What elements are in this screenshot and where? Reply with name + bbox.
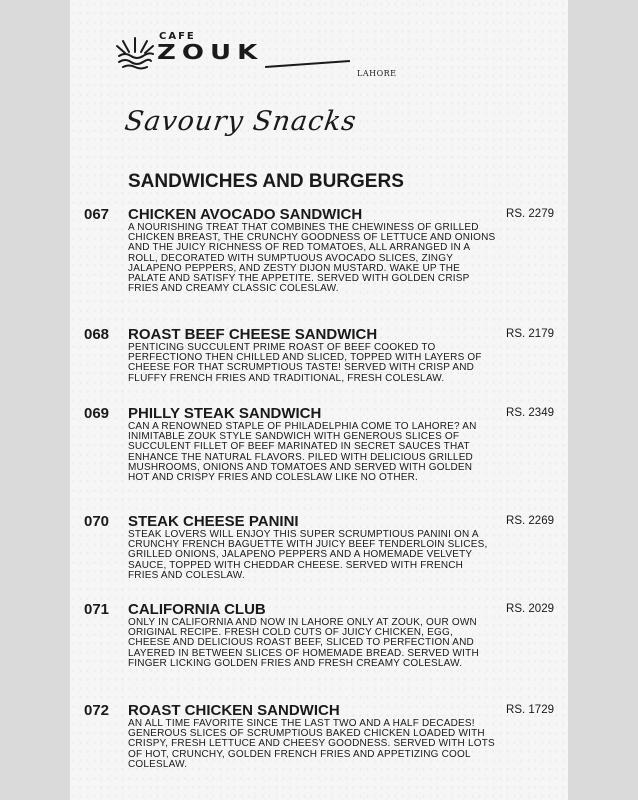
item-description: STEAK LOVERS WILL ENJOY THIS SUPER SCRUMPTIOUS PANINI ON A CRUNCHY FRENCH BAGUETTE WITH JUICY BEEF TENDERLOIN SLICES, GRILLED ONIONS, JALAPENO PEPPERS AND A HOMEMADE VELVETY SAUCE, TOPPED WITH CHEDDAR CHEESE. SERVED WITH FRENCH FRIES AND COLESLAW.	[128, 529, 488, 581]
cafe-logo	[115, 28, 397, 83]
item-number: 069	[84, 405, 110, 422]
item-description: ONLY IN CALIFORNIA AND NOW IN LAHORE ONLY AT ZOUK, OUR OWN ORIGINAL RECIPE. FRESH COLD CUTS OF JUICY CHICKEN, EGG, CHEESE AND DELICIOUS ROAST BEEF, SLICED TO PERFECTION AND LAYERED IN BETWEEN SLICES OF HOMEMADE BREAD. SERVED WITH FINGER LICKING GOLDEN FRIES AND FRESH CREAMY COLESLAW.	[128, 617, 479, 669]
brand-top: CAFE	[159, 31, 196, 42]
item-price: RS. 2179	[506, 328, 554, 340]
item-name: PHILLY STEAK SANDWICH	[128, 405, 322, 422]
item-description: PENTICING SUCCULENT PRIME ROAST OF BEEF COOKED TO PERFECTIONO THEN CHILLED AND SLICED, TOPPED WITH LAYERS OF CHEESE FOR THAT SCRUMPTIOUS TASTE! SERVED WITH CRISP AND FLUFFY FRENCH FRIES AND TRADITIONAL, FRESH COLESLAW.	[128, 342, 482, 384]
item-number: 071	[84, 601, 110, 618]
item-number: 072	[84, 702, 110, 719]
brand-underline	[265, 60, 350, 68]
menu-title: Savoury Snacks	[122, 106, 359, 137]
sun-wave-icon	[115, 32, 155, 72]
item-name: STEAK CHEESE PANINI	[128, 513, 299, 530]
item-number: 067	[84, 206, 110, 223]
item-name: CALIFORNIA CLUB	[128, 601, 266, 618]
item-name: ROAST BEEF CHEESE SANDWICH	[128, 326, 378, 343]
item-description: A NOURISHING TREAT THAT COMBINES THE CHEWINESS OF GRILLED CHICKEN BREAST, THE CRUNCHY GOODNESS OF LETTUCE AND ONIONS AND THE JUICY RICHNESS OF RED TOMATOES, ALL ARRANGED IN A ROLL, DECORATED WITH SUMPTUOUS AVOCADO SLICES, ZINGY JALAPENO PEPPERS, AND ZESTY DIJON MUSTARD. WAKE UP THE PALATE AND SATISFY THE APPETITE. SERVED WITH GOLDEN CRISP FRIES AND CREAMY CLASSIC COLESLAW.	[128, 222, 496, 295]
item-number: 070	[84, 513, 110, 530]
item-price: RS. 2349	[506, 407, 554, 419]
section-heading: SANDWICHES AND BURGERS	[128, 171, 404, 192]
item-number: 068	[84, 326, 110, 343]
item-price: RS. 2279	[506, 208, 554, 220]
item-name: CHICKEN AVOCADO SANDWICH	[128, 206, 363, 223]
item-name: ROAST CHICKEN SANDWICH	[128, 702, 340, 719]
brand-city: LAHORE	[357, 69, 397, 78]
item-description: AN ALL TIME FAVORITE SINCE THE LAST TWO AND A HALF DECADES! GENEROUS SLICES OF SCRUMPTIOUS BAKED CHICKEN LOADED WITH CRISPY, FRESH LETTUCE AND CHEESY GOODNESS. SERVED WITH LOTS OF HOT, CRUNCHY, GOLDEN FRENCH FRIES AND APPETIZING COOL COLESLAW.	[128, 718, 495, 770]
item-price: RS. 1729	[506, 704, 554, 716]
item-description: CAN A RENOWNED STAPLE OF PHILADELPHIA COME TO LAHORE? AN INIMITABLE ZOUK STYLE SANDWICH WITH GENEROUS SLICES OF SUCCULENT FILLET OF BEEF MARINATED IN SECRET SAUCES THAT ENHANCE THE NATURAL FLAVORS. PILED WITH DELICIOUS GRILLED MUSHROOMS, ONIONS AND TOMATOES AND SERVED WITH GOLDEN HOT AND CRISPY FRIES AND COLESLAW LIKE NO OTHER.	[128, 421, 477, 484]
item-price: RS. 2269	[506, 515, 554, 527]
brand-name: ZOUK	[157, 40, 264, 65]
item-price: RS. 2029	[506, 603, 554, 615]
menu-page	[70, 0, 568, 800]
